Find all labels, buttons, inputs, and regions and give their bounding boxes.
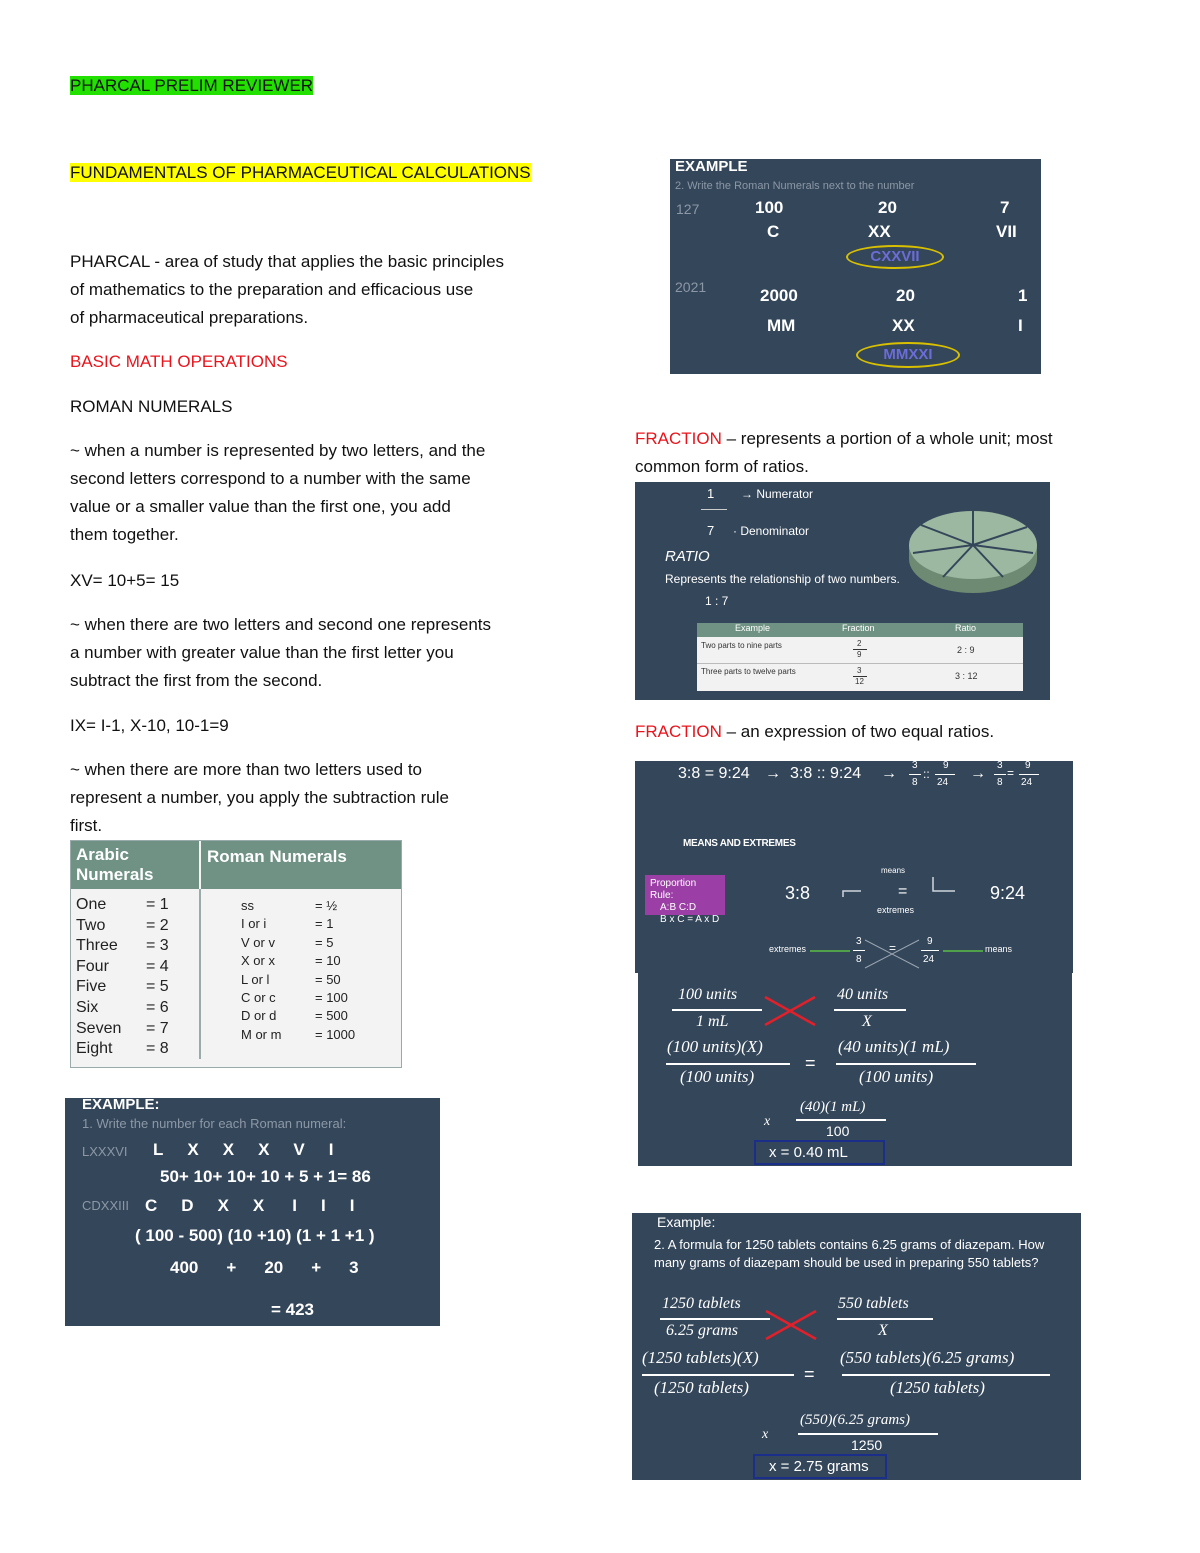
frac-d-num: 9 [1025,761,1031,771]
val-2000: 2000 [760,286,798,305]
ratio-example: 1 : 7 [705,594,729,608]
ratio-slide [635,482,1050,700]
col-ratio: Ratio [955,623,977,633]
eq-ratio: 3:8 = 9:24 [678,765,750,782]
pie-chart-icon [903,497,1043,597]
cross-lines-icon [863,936,923,972]
means-top-label: means [881,866,906,875]
col-example: Example [735,623,771,633]
ratio-description: Represents the relationship of two numbers. [665,572,900,586]
rule-subtraction: ~ when there are two letters and second one represents a number with greater value than the first letter you subtract the first from the second. [70,615,492,690]
eq-proportion: 3:8 :: 9:24 [790,765,862,782]
document-title: PHARCAL PRELIM REVIEWER [70,76,314,95]
frac-eq: = [1007,766,1015,780]
cross-num-right: 9 [927,936,933,947]
right-ratio: 9:24 [990,883,1026,903]
rom-xx-b: XX [892,316,915,335]
lxxxvi-sum: 50+ 10+ 10+ 10 + 5 + 1= 86 [160,1167,371,1186]
roman-header: Roman Numerals [201,841,401,889]
cross-den-right: 24 [923,954,935,965]
row1-example: Two parts to nine parts [701,641,782,650]
val-100: 100 [755,198,784,217]
example2-title: EXAMPLE [675,159,748,175]
row2-example: Three parts to twelve parts [701,667,796,676]
arrow-2: → [881,765,897,782]
units-equals: = [805,1053,816,1073]
units-l1: (100 units)(X) [667,1037,763,1056]
tablet-question-1: 2. A formula for 1250 tablets contains 6.25 grams of diazepam. How [654,1237,1045,1252]
numeral-table [70,840,402,1068]
tablet-question-2: many grams of diazepam should be used in preparing 550 tablets? [654,1255,1039,1270]
units-answer: x = 0.40 mL [754,1140,885,1165]
denominator-value: 7 [707,523,715,538]
units-n1: 100 units [678,986,738,1003]
frac-d-den: 24 [1021,777,1033,788]
numerator-value: 1 [707,486,715,501]
row1-fraction-den: 9 [857,650,862,659]
frac-b-num: 9 [943,761,949,771]
cross-den-left: 8 [856,954,862,965]
tablet-xd: 1250 [851,1437,883,1453]
row2-fraction-den: 12 [855,677,864,686]
cross-multiply-icon [763,995,817,1027]
tablet-slide [632,1213,1081,1480]
frac-colons: :: [923,767,930,781]
tablet-title: Example: [657,1214,716,1230]
ratio-table [697,623,1023,691]
val-20b: 20 [896,286,915,305]
cdxxiii-groups: ( 100 - 500) (10 +10) (1 + 1 +1 ) [135,1226,375,1245]
units-d1: 1 mL [696,1013,729,1030]
tablet-x: x [762,1427,769,1442]
denominator-label: · Denominator [733,524,810,538]
arrow-1: → [765,765,781,782]
example2-slide [670,159,1041,374]
extremes-bottom-label: extremes [877,905,915,915]
row2-ratio: 3 : 12 [955,671,978,681]
val-7: 7 [1000,198,1010,217]
extremes-left-label: extremes [769,944,807,954]
units-xd: 100 [826,1123,850,1139]
row2-fraction-num: 3 [857,666,862,675]
units-xn: (40)(1 mL) [800,1099,866,1115]
units-n2: 40 units [837,986,889,1003]
val-20a: 20 [878,198,897,217]
arabic-column: One = 1 Two = 2 Three = 3 Four = 4 Five = 5 Six = 6 Seven = 7 Eight = 8 [76,896,169,1058]
cdxxiii-letters: C D X X I I I [145,1196,355,1215]
means-extremes-title: MEANS AND EXTREMES [683,838,796,849]
example-ix: IX= I-1, X-10, 10-1=9 [70,716,229,735]
example1-prompt: 1. Write the number for each Roman numeral: [82,1116,347,1131]
frac-a-den: 8 [912,777,918,788]
tablet-n2: 550 tablets [838,1295,909,1312]
tablet-l1: (1250 tablets)(X) [642,1348,759,1367]
example1-title: EXAMPLE: [82,1098,160,1113]
tablet-d1: 6.25 grams [666,1322,739,1339]
val-1: 1 [1018,286,1028,305]
units-r1: (40 units)(1 mL) [838,1037,950,1056]
frac-a-num: 3 [912,761,918,771]
frac-b-den: 24 [937,777,949,788]
proportion-rule-box: Proportion Rule: A:B C:D B x C = A x D [645,875,725,915]
tablet-d2: X [878,1322,888,1339]
roman-column: ss = ½ I or i = 1 V or v = 5 X or x = 10 L or l = 50 C or c = 100 D or d = 500 M or m = 1000 [241,898,356,1042]
tablet-n1: 1250 tablets [662,1295,741,1312]
units-d2: X [862,1013,872,1030]
cross-equals: = [889,941,897,955]
tablet-answer: x = 2.75 grams [753,1454,887,1479]
left-ratio: 3:8 [785,883,811,903]
proportion-slide [635,761,1073,973]
row1-ratio: 2 : 9 [957,645,975,655]
rom-i: I [1018,316,1023,335]
arrow-3: → [970,765,986,782]
pharcal-definition: PHARCAL - area of study that applies the basic principles of mathematics to the preparation and efficacious use of pharmaceutical preparations. [70,252,505,327]
cdxxiii-parts: 400 + 20 + 3 [170,1258,359,1277]
rom-mm: MM [767,316,796,335]
tablet-r1: (550 tablets)(6.25 grams) [840,1348,1015,1367]
num-2021: 2021 [675,279,707,295]
units-x: x [764,1114,771,1129]
basic-math-heading: BASIC MATH OPERATIONS [70,352,288,371]
tablet-l2: (1250 tablets) [654,1378,749,1397]
fraction-definition-2: FRACTION – an expression of two equal ratios. [635,722,995,741]
units-l2: (100 units) [680,1067,755,1086]
col-fraction: Fraction [842,623,875,633]
roman-numerals-heading: ROMAN NUMERALS [70,397,233,416]
tablet-equals: = [804,1364,815,1384]
cross-num-left: 3 [856,936,862,947]
arabic-header: Arabic Numerals [71,841,199,889]
tablet-cross-icon [764,1309,818,1341]
frac-c-num: 3 [997,761,1003,771]
fraction-definition-1: FRACTION – represents a portion of a whole unit; most common form of ratios. [635,429,1053,476]
rom-xx-a: XX [868,222,891,241]
example1-slide [65,1098,440,1326]
brackets-icon [815,869,995,909]
numerator-label: → Numerator [741,487,814,501]
answer-mmxxi: MMXXI [856,342,960,368]
ratio-heading: RATIO [665,548,710,565]
center-equals: = [898,883,908,900]
means-right-label: means [985,944,1013,954]
section-title: FUNDAMENTALS OF PHARMACEUTICAL CALCULATIONS [70,163,531,182]
answer-cxxvii: CXXVII [846,245,944,269]
units-r2: (100 units) [859,1067,934,1086]
rom-c: C [767,222,780,241]
lxxxvi-letters: L X X X V I [153,1140,334,1159]
units-slide [638,973,1072,1166]
rom-vii: VII [996,222,1017,241]
cdxxiii-label: CDXXIII [82,1198,129,1213]
row1-fraction-num: 2 [857,639,862,648]
frac-c-den: 8 [997,777,1003,788]
tablet-xn: (550)(6.25 grams) [800,1412,910,1428]
num-127: 127 [676,201,700,217]
cdxxiii-total: = 423 [271,1300,315,1319]
rule-addition: ~ when a number is represented by two letters, and the second letters correspond to a number with the same value or a smaller value than the first one, you add them together. [70,441,486,544]
example-xv: XV= 10+5= 15 [70,571,180,590]
tablet-r2: (1250 tablets) [890,1378,985,1397]
rule-more-letters: ~ when there are more than two letters used to represent a number, you apply the subtraction rule first. [70,760,449,835]
lxxxvi-label: LXXXVI [82,1144,128,1159]
example2-prompt: 2. Write the Roman Numerals next to the number [675,180,915,192]
